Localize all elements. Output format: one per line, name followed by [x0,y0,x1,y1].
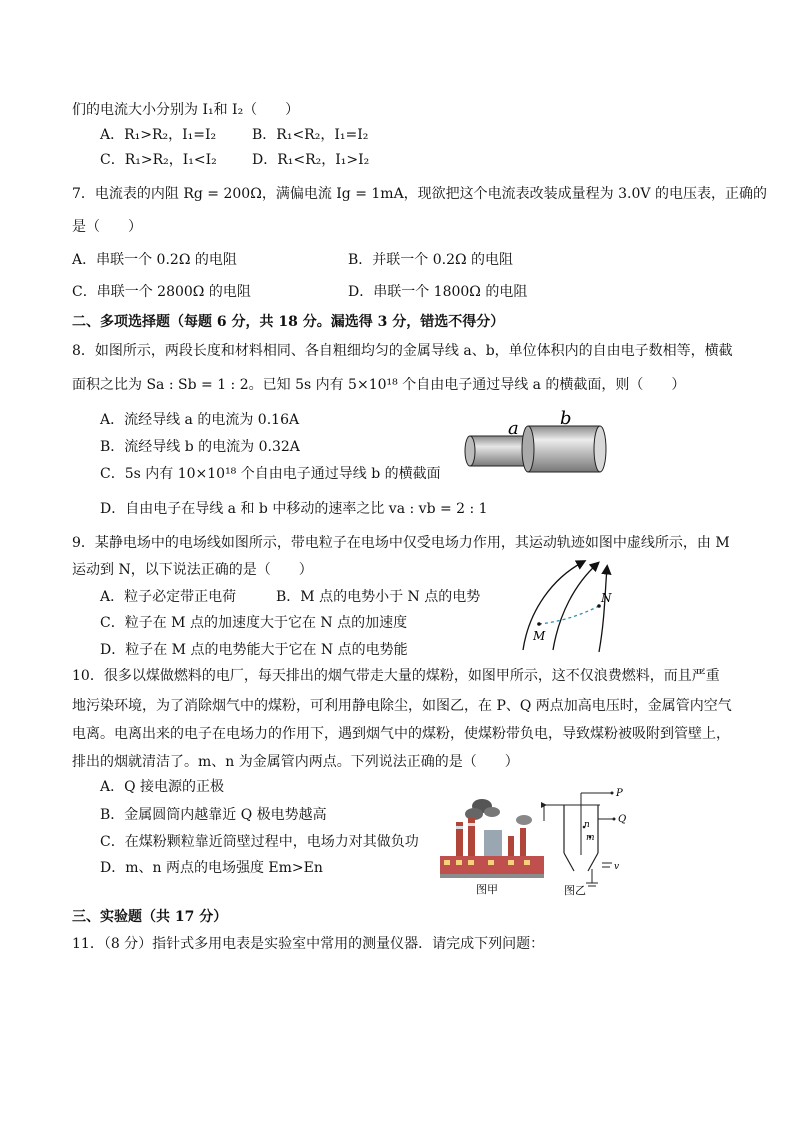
q9-stem-line1: 9．某静电场中的电场线如图所示，带电粒子在电场中仅受电场力作用，其运动轨迹如图中虚线所示，由 M [72,535,730,551]
q9-option-d: D．粒子在 M 点的电势能大于它在 N 点的电势能 [100,642,408,658]
q8-option-d: D．自由电子在导线 a 和 b 中移动的速率之比 va : vb = 2 : 1 [100,501,488,517]
q9-option-a: A．粒子必定带正电荷 [100,589,237,605]
q9-label-m: M [533,629,546,643]
q7-option-c: C．串联一个 2800Ω 的电阻 [72,284,251,300]
q9-option-c: C．粒子在 M 点的加速度大于它在 N 点的加速度 [100,615,408,631]
q10-label-v: v [614,862,620,872]
q8-label-a: a [508,418,519,439]
q9-option-b: B．M 点的电势小于 N 点的电势 [276,589,481,605]
q11-stem: 11．（8 分）指针式多用电表是实验室中常用的测量仪器．请完成下列问题： [72,936,545,952]
q8-wire-figure [460,406,610,476]
q8-stem-line1: 8．如图所示，两段长度和材料相同、各自粗细均匀的金属导线 a、b，单位体积内的自由电子数相等，横截 [72,343,733,359]
q7-stem-line2: 是（ ） [72,219,142,235]
q10-stem-line2: 地污染环境，为了消除烟气中的煤粉，可利用静电除尘，如图乙，在 P、Q 两点加高电压时，金属管内空气 [72,698,732,714]
q10-option-a: A．Q 接电源的正极 [100,779,225,795]
q10-label-q: Q [618,814,627,825]
q10-stem-line3: 电离。电离出来的电子在电场力的作用下，遇到烟气中的煤粉，使煤粉带负电，导致煤粉被吸附到管壁上， [72,726,730,742]
q10-figure-yi-precipitator [540,783,640,896]
q6-option-a: A．R₁>R₂，I₁=I₂ [100,127,217,143]
q10-label-yi: 图乙 [564,884,586,896]
q9-stem-line2: 运动到 N，以下说法正确的是（ ） [72,562,313,578]
q8-option-b: B．流经导线 b 的电流为 0.32A [100,439,300,455]
q8-option-a: A．流经导线 a 的电流为 0.16A [100,412,300,428]
q8-stem-line2: 面积之比为 Sa : Sb = 1 : 2。已知 5s 内有 5×10¹⁸ 个自由电子通过导线 a 的横截面，则（ ） [72,377,686,393]
q10-label-m: m [586,833,595,843]
section2-heading: 二、多项选择题（每题 6 分，共 18 分。漏选得 3 分，错选不得分） [72,314,505,330]
q9-field-line-figure [515,558,625,654]
q9-label-n: N [601,591,612,605]
q10-stem-line1: 10．很多以煤做燃料的电厂，每天排出的烟气带走大量的煤粉，如图甲所示，这不仅浪费燃料，而且严重 [72,668,720,684]
q10-label-jia: 图甲 [476,883,498,896]
q10-figure-jia-factory [436,796,546,896]
q10-option-c: C．在煤粉颗粒靠近筒壁过程中，电场力对其做负功 [100,834,419,850]
q7-stem-line1: 7．电流表的内阻 Rg = 200Ω，满偏电流 Ig = 1mA，现欲把这个电流表改装成量程为 3.0V 的电压表，正确的 [72,186,767,202]
q10-option-d: D．m、n 两点的电场强度 Em>En [100,860,323,876]
q6-option-c: C．R₁>R₂，I₁<I₂ [100,152,217,168]
q10-option-b: B．金属圆筒内越靠近 Q 极电势越高 [100,807,327,823]
q6-option-b: B．R₁<R₂，I₁=I₂ [252,127,369,143]
q10-label-p: P [616,788,623,799]
section3-heading: 三、实验题（共 17 分） [72,909,228,925]
q7-option-a: A．串联一个 0.2Ω 的电阻 [72,252,237,268]
q10-label-n: n [584,820,590,830]
q8-option-c: C．5s 内有 10×10¹⁸ 个自由电子通过导线 b 的横截面 [100,466,441,482]
q7-option-b: B．并联一个 0.2Ω 的电阻 [348,252,514,268]
q7-option-d: D．串联一个 1800Ω 的电阻 [348,284,528,300]
q6-option-d: D．R₁<R₂，I₁>I₂ [252,152,370,168]
q8-label-b: b [560,408,572,429]
q10-stem-line4: 排出的烟就清洁了。m、n 为金属管内两点。下列说法正确的是（ ） [72,754,519,770]
q6-stem-tail: 们的电流大小分别为 I₁和 I₂（ ） [72,102,300,118]
